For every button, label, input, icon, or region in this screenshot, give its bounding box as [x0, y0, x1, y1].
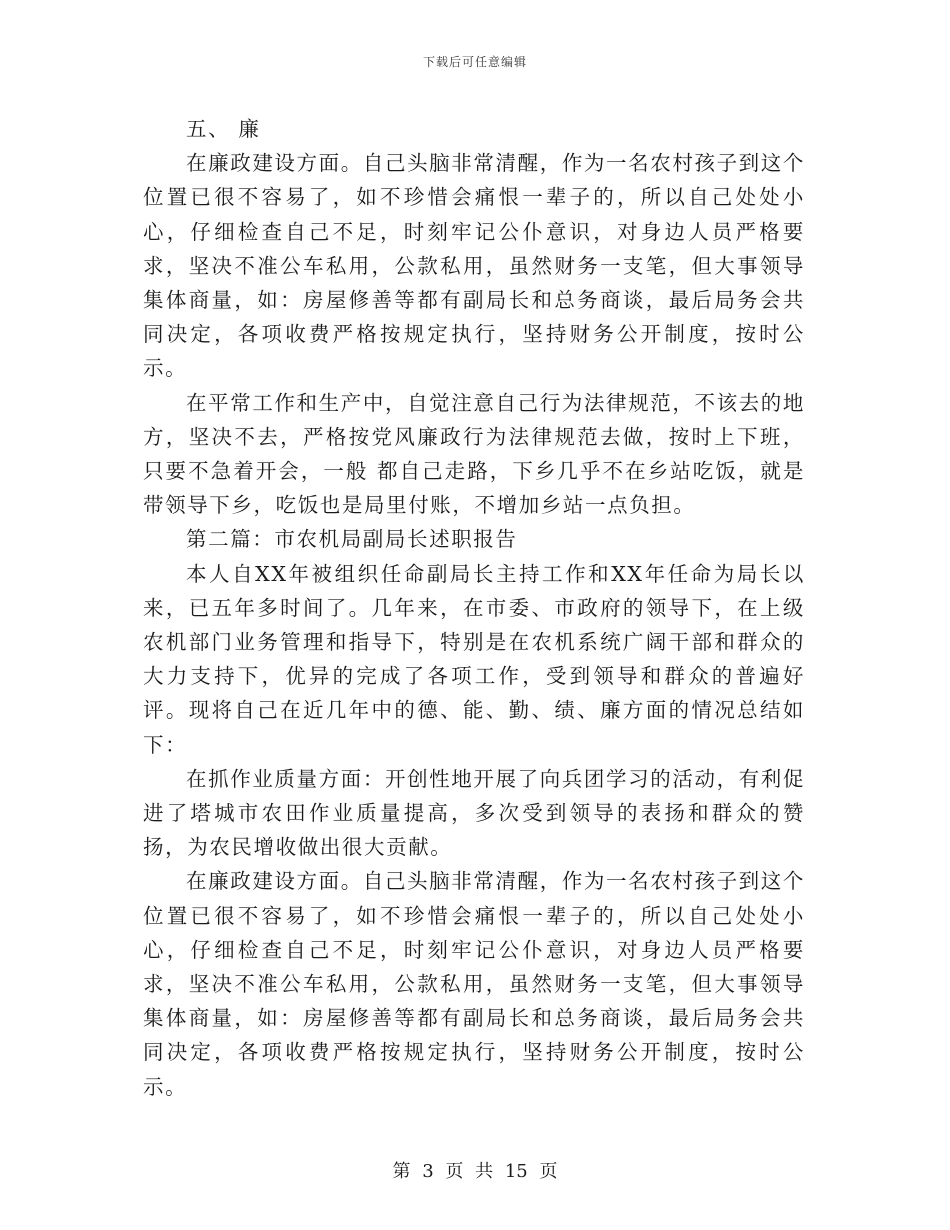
paragraph: 在廉政建设方面。自己头脑非常清醒，作为一名农村孩子到这个位置已很不容易了，如不珍惜会痛恨一辈子的，所以自己处处小心，仔细检查自己不足，时刻牢记公仆意识，对身边人员严格要求，坚决不准公车私用，公款私用，虽然财务一支笔，但大事领导集体商量，如：房屋修善等都有副局长和总务商谈，最后局务会共同决定，各项收费严格按规定执行，坚持财务公开制度，按时公示。 [143, 869, 805, 1099]
document-body [143, 112, 805, 1104]
chapter-title: 第二篇：市农机局副局长述职报告 [186, 527, 518, 552]
paragraph: 在平常工作和生产中，自觉注意自己行为法律规范，不该去的地方，坚决不去，严格按党风廉政行为法律规范去做，按时上下班，只要不急着开会，一般 都自己走路，下乡几乎不在乡站吃饭，就是带领导下乡，吃饭也是局里付账，不增加乡站一点负担。 [143, 390, 805, 518]
paragraph: 在廉政建设方面。自己头脑非常清醒，作为一名农村孩子到这个位置已很不容易了，如不珍惜会痛恨一辈子的，所以自己处处小心，仔细检查自己不足，时刻牢记公仆意识，对身边人员严格要求，坚决不准公车私用，公款私用，虽然财务一支笔，但大事领导集体商量，如：房屋修善等都有副局长和总务商谈，最后局务会共同决定，各项收费严格按规定执行，坚持财务公开制度，按时公示。 [143, 151, 805, 381]
paragraph: 在抓作业质量方面：开创性地开展了向兵团学习的活动，有利促进了塔城市农田作业质量提高，多次受到领导的表扬和群众的赞扬，为农民增收做出很大贡献。 [143, 766, 805, 860]
paragraph: 本人自XX年被组织任命副局长主持工作和XX年任命为局长以来，已五年多时间了。几年来，在市委、市政府的领导下，在上级农机部门业务管理和指导下，特别是在农机系统广阔干部和群众的大力支持下，优异的完成了各项工作，受到领导和群众的普遍好评。现将自己在近几年中的德、能、勤、绩、廉方面的情况总结如下： [143, 561, 805, 757]
page-header-note: 下载后可任意编辑 [422, 55, 527, 69]
page-number: 第 3 页 共 15 页 [392, 1161, 558, 1182]
section-heading-lian: 五、 廉 [186, 117, 261, 141]
